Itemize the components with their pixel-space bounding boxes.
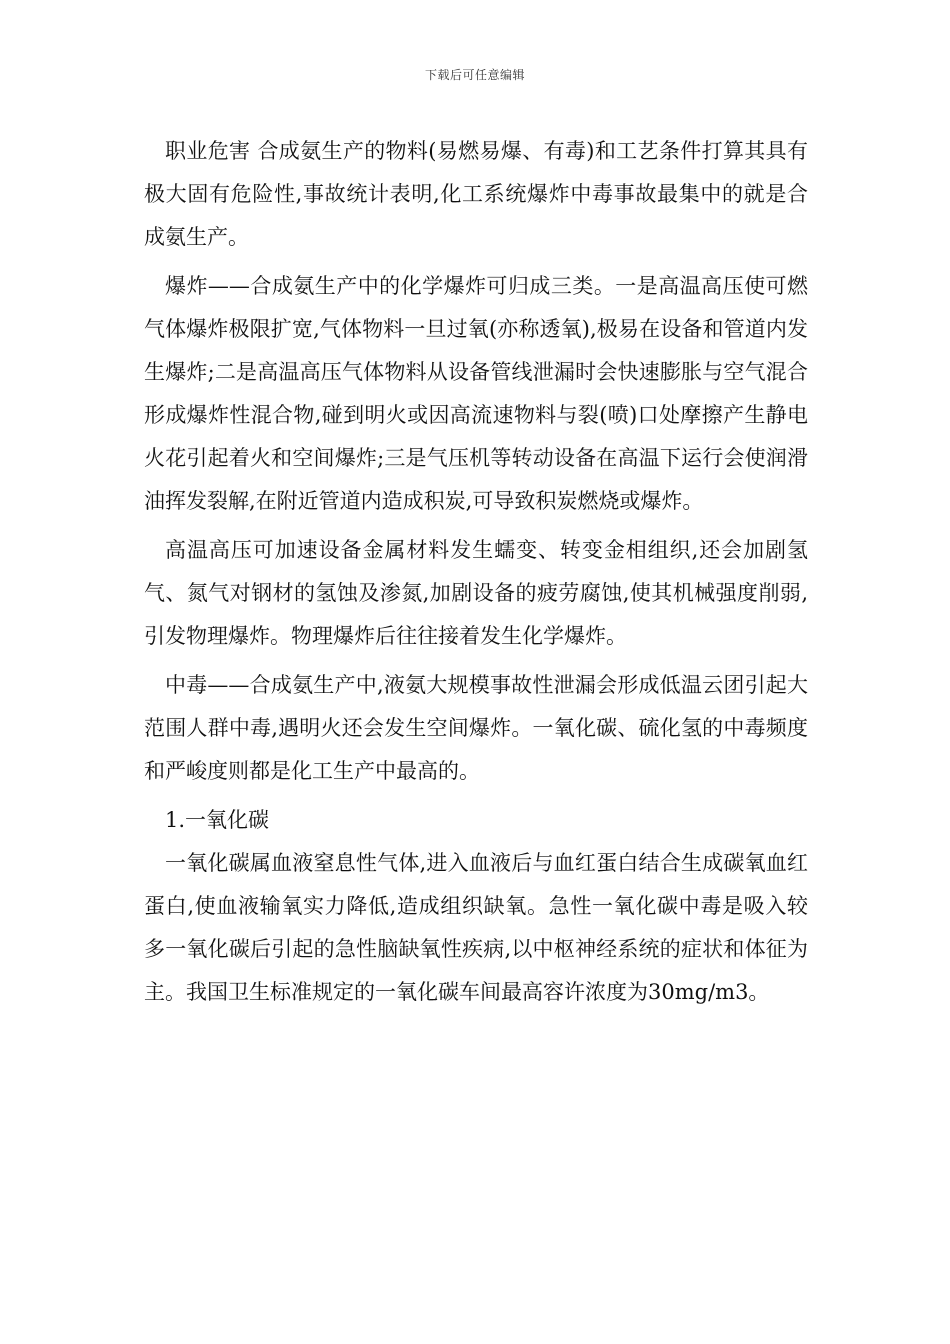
page-header-note: 下载后可任意编辑 — [424, 68, 525, 82]
section-heading-carbon-monoxide: 1.一氧化碳 — [165, 808, 270, 832]
paragraph-high-temperature-pressure: 高温高压可加速设备金属材料发生蠕变、转变金相组织,还会加剧氢气、氮气对钢材的氢蚀及渗氮,加剧设备的疲劳腐蚀,使其机械强度削弱,引发物理爆炸。物理爆炸后往往接着发生化学爆炸。 — [144, 538, 808, 648]
paragraph-occupational-hazards: 职业危害 合成氨生产的物料(易燃易爆、有毒)和工艺条件打算其具有极大固有危险性,事故统计表明,化工系统爆炸中毒事故最集中的就是合成氨生产。 — [144, 139, 808, 249]
document-body — [144, 130, 808, 1014]
paragraph-explosion: 爆炸——合成氨生产中的化学爆炸可归成三类。一是高温高压使可燃气体爆炸极限扩宽,气体物料一旦过氧(亦称透氧),极易在设备和管道内发生爆炸;二是高温高压气体物料从设备管线泄漏时会快速膨胀与空气混合形成爆炸性混合物,碰到明火或因高流速物料与裂(喷)口处摩擦产生静电火花引起着火和空间爆炸;三是气压机等转动设备在高温下运行会使润滑油挥发裂解,在附近管道内造成积炭,可导致积炭燃烧或爆炸。 — [144, 274, 808, 513]
paragraph-carbon-monoxide: 一氧化碳属血液窒息性气体,进入血液后与血红蛋白结合生成碳氧血红蛋白,使血液输氧实力降低,造成组织缺氧。急性一氧化碳中毒是吸入较多一氧化碳后引起的急性脑缺氧性疾病,以中枢神经系统的症状和体征为主。我国卫生标准规定的一氧化碳车间最高容许浓度为30mg/m3。 — [144, 851, 808, 1004]
paragraph-poisoning: 中毒——合成氨生产中,液氨大规模事故性泄漏会形成低温云团引起大范围人群中毒,遇明火还会发生空间爆炸。一氧化碳、硫化氢的中毒频度和严峻度则都是化工生产中最高的。 — [144, 673, 808, 783]
